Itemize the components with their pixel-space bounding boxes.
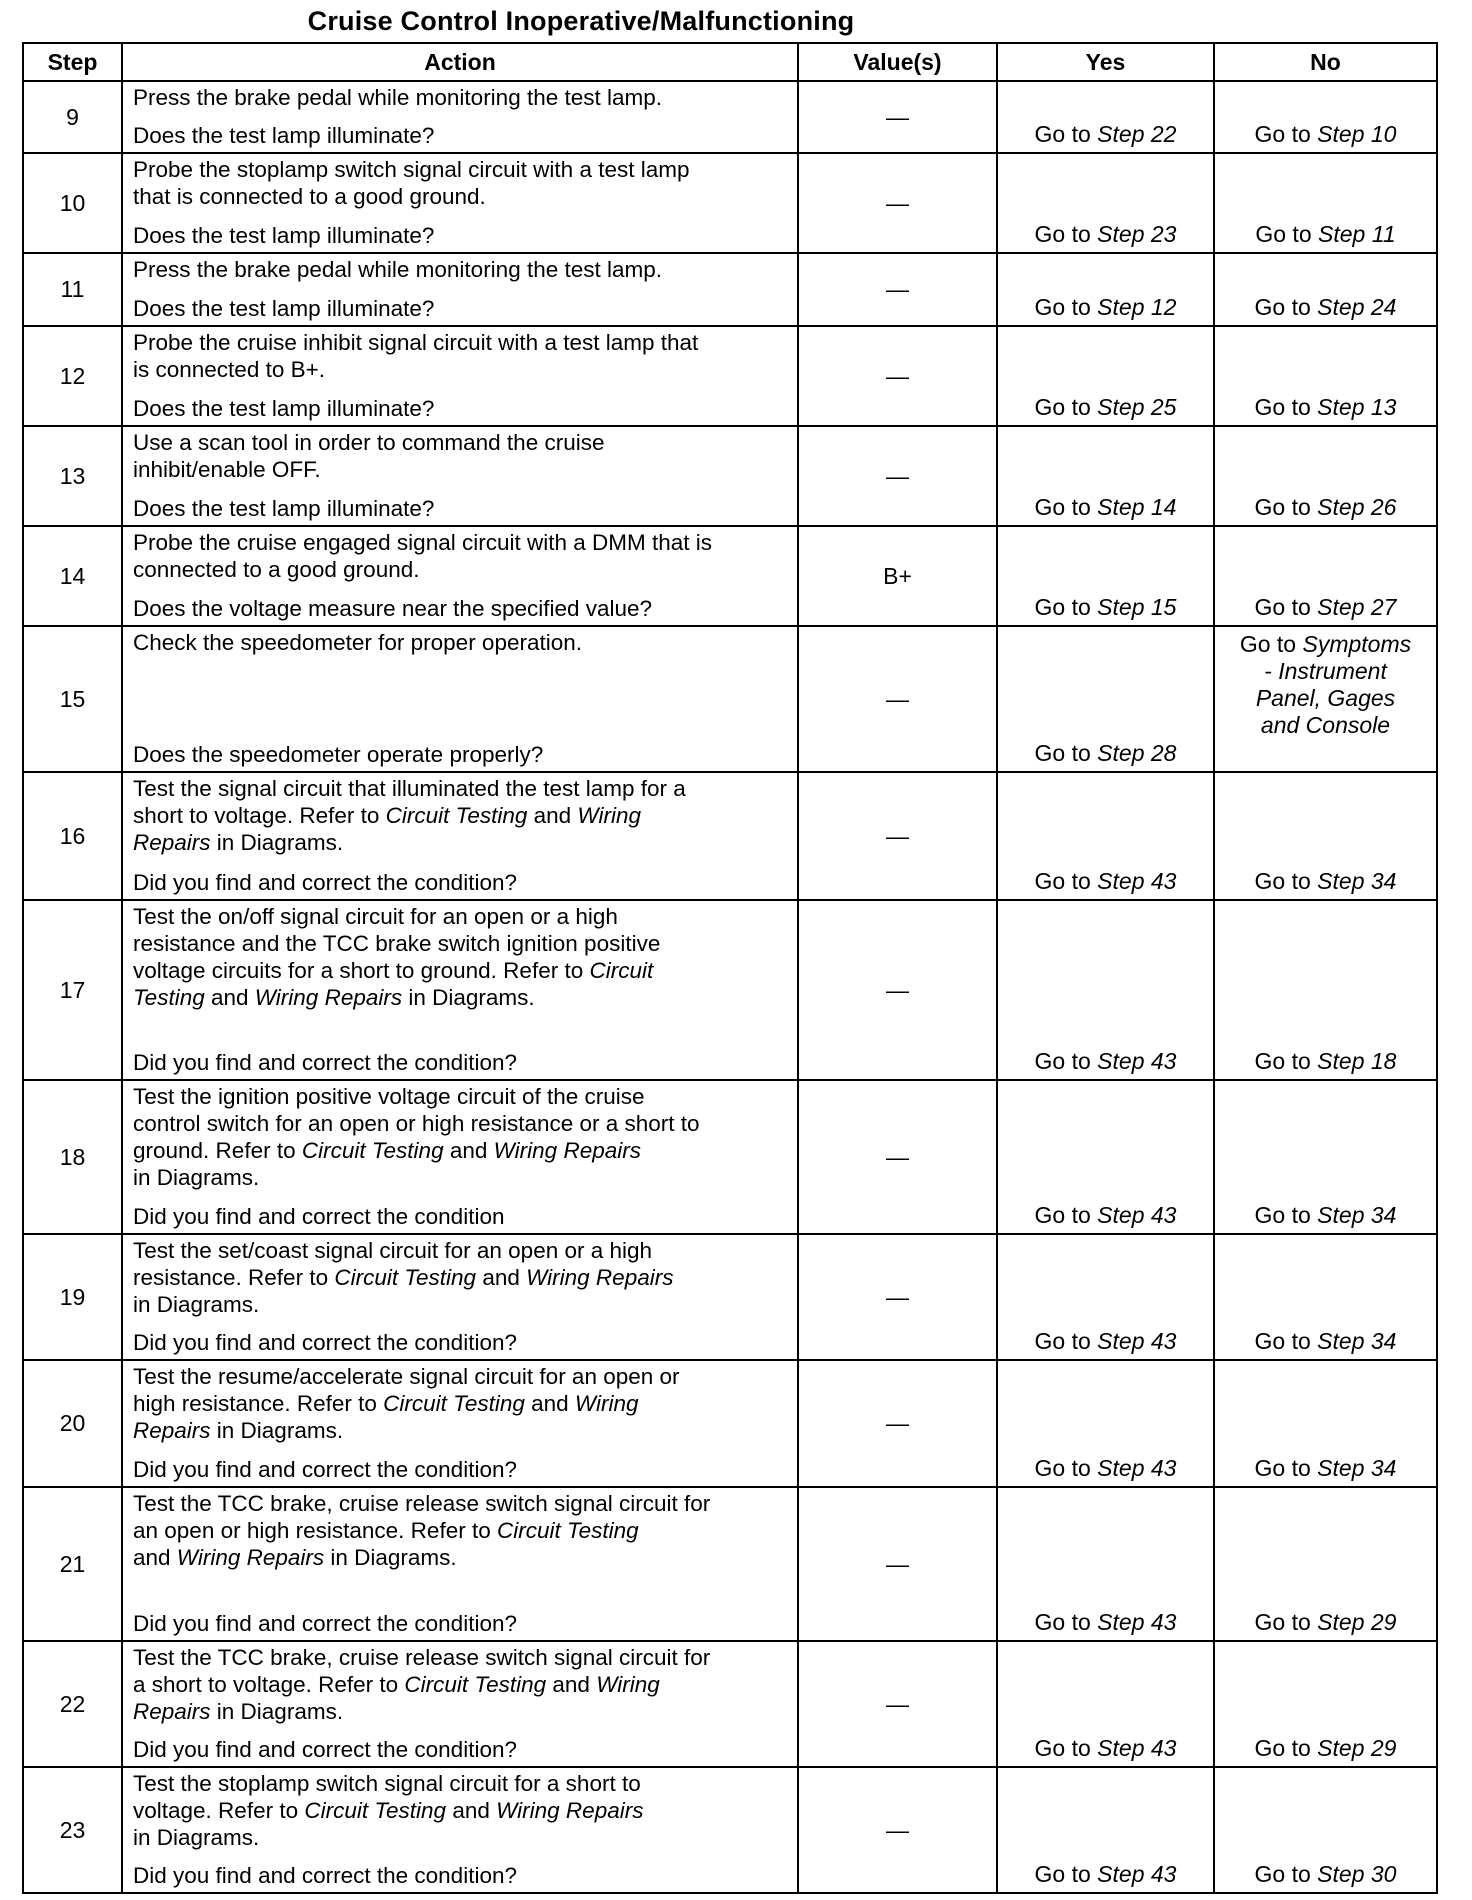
yes-goto: Go to [1034, 121, 1091, 147]
value-cell: — [798, 1767, 997, 1893]
step-cell: 11 [23, 253, 122, 326]
no-cell [1214, 772, 1437, 900]
action-reference: Circuit Testing [496, 1518, 639, 1543]
value-cell: — [798, 626, 997, 772]
no-goto: Go to [1254, 594, 1311, 620]
yes-goto: Go to [1034, 740, 1091, 766]
no-goto: Go to [1254, 1609, 1311, 1635]
action-question: Did you find and correct the condition? [133, 1050, 517, 1075]
value-cell: — [798, 1487, 997, 1641]
action-segment: and [476, 1265, 527, 1290]
yes-step-number: 28 [1150, 740, 1177, 766]
no-step-word: Step [1317, 294, 1365, 320]
table-row [23, 153, 1437, 253]
table-row [23, 1360, 1437, 1487]
action-cell [122, 426, 798, 526]
action-text [133, 156, 787, 210]
yes-step-number: 22 [1150, 121, 1177, 147]
no-step-number: 26 [1370, 494, 1397, 520]
yes-step-number: 43 [1150, 1861, 1177, 1887]
step-cell: 19 [23, 1234, 122, 1360]
value-cell: — [798, 900, 997, 1080]
step-cell: 15 [23, 626, 122, 772]
action-segment: and [527, 803, 578, 828]
table-row [23, 1767, 1437, 1893]
yes-step-word: Step [1097, 1202, 1145, 1228]
action-reference: Wiring Repairs [254, 985, 403, 1010]
yes-step-word: Step [1097, 1455, 1145, 1481]
action-cell [122, 153, 798, 253]
action-question: Did you find and correct the condition? [133, 1457, 517, 1482]
yes-step-number: 15 [1150, 594, 1177, 620]
action-cell [122, 1234, 798, 1360]
no-cell [1214, 153, 1437, 253]
no-goto: Go to [1254, 394, 1311, 420]
action-segment: Probe the stoplamp switch signal circuit with a test lamp that is connected to a good ground. [133, 157, 690, 209]
table-row [23, 1487, 1437, 1641]
action-reference: Wiring Repairs [493, 1138, 641, 1163]
yes-step-word: Step [1097, 494, 1145, 520]
action-reference: Circuit Testing [133, 958, 654, 1010]
yes-step-word: Step [1097, 1328, 1145, 1354]
action-text [133, 1770, 787, 1851]
table-header-row [23, 43, 1437, 81]
action-text [133, 429, 787, 483]
action-question: Does the test lamp illuminate? [133, 223, 435, 248]
no-cell [1214, 81, 1437, 153]
action-segment: Press the brake pedal while monitoring the test lamp. [133, 257, 663, 282]
yes-step-number: 43 [1150, 1609, 1177, 1635]
yes-step-word: Step [1097, 594, 1145, 620]
action-text [133, 329, 787, 383]
yes-goto: Go to [1034, 594, 1091, 620]
no-step-number: 29 [1370, 1609, 1397, 1635]
action-reference: Wiring Repairs [496, 1798, 644, 1823]
yes-cell [997, 253, 1214, 326]
value-cell: — [798, 1080, 997, 1234]
no-step-number: 10 [1370, 121, 1397, 147]
action-segment: in Diagrams. [402, 985, 535, 1010]
no-step-word: Step [1317, 1861, 1365, 1887]
table-row [23, 900, 1437, 1080]
action-segment: Probe the cruise inhibit signal circuit with a test lamp that is connected to B+. [133, 330, 699, 382]
no-cell [1214, 1234, 1437, 1360]
no-step-number: 13 [1370, 394, 1397, 420]
action-question: Did you find and correct the condition? [133, 870, 517, 895]
no-cell [1214, 426, 1437, 526]
no-cell [1214, 1767, 1437, 1893]
action-cell [122, 81, 798, 153]
yes-step-word: Step [1097, 1735, 1145, 1761]
step-cell: 16 [23, 772, 122, 900]
yes-step-number: 43 [1150, 1455, 1177, 1481]
yes-goto: Go to [1034, 1328, 1091, 1354]
yes-step-number: 43 [1150, 1328, 1177, 1354]
header-yes: Yes [997, 43, 1214, 81]
action-segment: Test the stoplamp switch signal circuit for a short to voltage. Refer to [133, 1771, 641, 1823]
no-cell [1214, 1360, 1437, 1487]
diagnostic-table [22, 42, 1438, 1894]
yes-cell [997, 426, 1214, 526]
action-cell [122, 326, 798, 426]
action-reference: Wiring Repairs [133, 1391, 639, 1443]
action-segment: and [546, 1672, 597, 1697]
table-body [23, 81, 1437, 1893]
action-text [133, 1363, 787, 1444]
action-cell [122, 1767, 798, 1893]
no-cell [1214, 900, 1437, 1080]
value-cell: — [798, 253, 997, 326]
action-text [133, 256, 787, 283]
action-question: Did you find and correct the condition? [133, 1737, 517, 1762]
yes-step-number: 25 [1150, 394, 1177, 420]
action-segment: and [524, 1391, 575, 1416]
action-reference: Circuit Testing [404, 1672, 547, 1697]
no-goto: Go to [1254, 1202, 1311, 1228]
value-cell: — [798, 81, 997, 153]
yes-step-word: Step [1097, 740, 1145, 766]
table-row [23, 326, 1437, 426]
table-row [23, 1234, 1437, 1360]
value-cell: B+ [798, 526, 997, 626]
action-text [133, 1083, 787, 1191]
table-row [23, 253, 1437, 326]
page-title-text: Cruise Control Inoperative/Malfunctioning [307, 6, 855, 36]
no-step-number: 34 [1370, 868, 1397, 894]
no-step-word: Step [1317, 1328, 1365, 1354]
no-step-number: 29 [1370, 1735, 1397, 1761]
action-segment: Probe the cruise engaged signal circuit with a DMM that is connected to a good ground. [133, 530, 713, 582]
yes-goto: Go to [1034, 868, 1091, 894]
yes-step-number: 43 [1150, 868, 1177, 894]
no-cell [1214, 326, 1437, 426]
yes-step-word: Step [1097, 121, 1145, 147]
page-title [0, 6, 1472, 37]
no-goto: Go to [1254, 1861, 1311, 1887]
action-cell [122, 526, 798, 626]
action-segment: Test the on/off signal circuit for an open or a high resistance and the TCC brake switch ignition positive voltage circuits for a short to ground. Refer to [133, 904, 661, 983]
action-segment: and [443, 1138, 494, 1163]
no-step-word: Step [1317, 1048, 1365, 1074]
table-row [23, 1080, 1437, 1234]
yes-cell [997, 153, 1214, 253]
yes-cell [997, 326, 1214, 426]
action-cell [122, 1080, 798, 1234]
yes-step-word: Step [1097, 294, 1145, 320]
yes-cell [997, 1641, 1214, 1767]
yes-goto: Go to [1034, 1048, 1091, 1074]
no-step-number: 34 [1370, 1455, 1397, 1481]
no-cell [1214, 1080, 1437, 1234]
value-cell: — [798, 1641, 997, 1767]
action-segment: in Diagrams. [133, 1825, 260, 1850]
action-question: Did you find and correct the condition? [133, 1330, 517, 1355]
no-step-number: 34 [1370, 1328, 1397, 1354]
no-step-number: 34 [1370, 1202, 1397, 1228]
step-cell: 21 [23, 1487, 122, 1641]
action-segment: and [133, 1545, 171, 1570]
no-goto: Go to [1239, 631, 1297, 657]
yes-step-number: 43 [1150, 1202, 1177, 1228]
table-row [23, 1641, 1437, 1767]
action-cell [122, 253, 798, 326]
action-segment: in Diagrams. [210, 1699, 344, 1724]
action-question: Did you find and correct the condition [133, 1204, 505, 1229]
value-cell: — [798, 1234, 997, 1360]
header-action: Action [122, 43, 798, 81]
yes-step-word: Step [1097, 394, 1145, 420]
action-reference: Wiring Repairs [133, 1672, 660, 1724]
action-segment: Test the TCC brake, cruise release switch signal circuit for a short to voltage. Refer to [133, 1645, 711, 1697]
step-cell: 22 [23, 1641, 122, 1767]
no-cell [1214, 526, 1437, 626]
yes-step-word: Step [1097, 221, 1145, 247]
action-text [133, 84, 787, 111]
yes-step-word: Step [1097, 868, 1145, 894]
step-cell: 10 [23, 153, 122, 253]
action-reference: Circuit Testing [385, 803, 528, 828]
yes-step-word: Step [1097, 1861, 1145, 1887]
step-cell: 14 [23, 526, 122, 626]
yes-step-number: 14 [1150, 494, 1177, 520]
value-cell: — [798, 1360, 997, 1487]
action-question: Does the speedometer operate properly? [133, 742, 544, 767]
action-text [133, 629, 787, 656]
yes-cell [997, 772, 1214, 900]
step-cell: 9 [23, 81, 122, 153]
yes-goto: Go to [1034, 294, 1091, 320]
table-row [23, 772, 1437, 900]
no-step-word: Step [1317, 1455, 1365, 1481]
action-reference: Wiring Repairs [176, 1545, 325, 1570]
no-goto: Go to [1254, 121, 1311, 147]
yes-step-number: 23 [1150, 221, 1177, 247]
action-reference: Wiring Repairs [133, 803, 641, 855]
step-cell: 17 [23, 900, 122, 1080]
no-cell [1214, 1487, 1437, 1641]
no-step-word: Step [1317, 394, 1365, 420]
header-no: No [1214, 43, 1437, 81]
yes-cell [997, 1080, 1214, 1234]
action-question: Did you find and correct the condition? [133, 1611, 517, 1636]
yes-goto: Go to [1034, 1455, 1091, 1481]
table-row [23, 81, 1437, 153]
action-segment: and [204, 985, 255, 1010]
action-segment: in Diagrams. [210, 830, 344, 855]
no-step-number: 27 [1370, 594, 1397, 620]
no-step-word: Step [1317, 494, 1365, 520]
no-step-word: Step [1317, 1202, 1365, 1228]
action-question: Does the test lamp illuminate? [133, 496, 435, 521]
action-reference: Circuit Testing [304, 1798, 447, 1823]
action-segment: in Diagrams. [324, 1545, 457, 1570]
action-segment: and [446, 1798, 497, 1823]
no-step-word: Step [1317, 868, 1365, 894]
no-step-number: 11 [1371, 221, 1396, 247]
action-question: Does the test lamp illuminate? [133, 123, 435, 148]
yes-step-word: Step [1097, 1609, 1145, 1635]
no-step-number: 18 [1370, 1048, 1397, 1074]
no-cell [1214, 253, 1437, 326]
no-step-word: Step [1317, 121, 1365, 147]
action-segment: Press the brake pedal while monitoring the test lamp. [133, 85, 663, 110]
no-cell [1214, 1641, 1437, 1767]
yes-goto: Go to [1034, 494, 1091, 520]
action-segment: in Diagrams. [133, 1165, 260, 1190]
step-cell: 12 [23, 326, 122, 426]
action-segment: Check the speedometer for proper operation. [133, 630, 583, 655]
table-row [23, 526, 1437, 626]
yes-cell [997, 81, 1214, 153]
action-segment: Test the resume/accelerate signal circuit for an open or high resistance. Refer to [133, 1364, 680, 1416]
no-goto: Go to [1254, 494, 1311, 520]
no-step-number: 24 [1370, 294, 1397, 320]
action-question: Did you find and correct the condition? [133, 1863, 517, 1888]
action-text [133, 903, 787, 1011]
action-text [133, 775, 787, 856]
table-row [23, 426, 1437, 526]
no-step-number: 30 [1370, 1861, 1397, 1887]
action-reference: Circuit Testing [383, 1391, 525, 1416]
action-cell [122, 1487, 798, 1641]
action-segment: Use a scan tool in order to command the cruise inhibit/enable OFF. [133, 430, 605, 482]
no-goto: Go to [1254, 868, 1311, 894]
no-goto: Go to [1254, 1048, 1311, 1074]
no-goto: Go to [1254, 1328, 1311, 1354]
yes-step-word: Step [1097, 1048, 1145, 1074]
yes-cell [997, 1360, 1214, 1487]
yes-step-number: 12 [1150, 294, 1177, 320]
no-cell [1214, 626, 1437, 772]
header-step: Step [23, 43, 122, 81]
step-cell: 13 [23, 426, 122, 526]
no-step-word: Step [1317, 594, 1365, 620]
no-goto: Go to [1255, 221, 1312, 247]
yes-step-number: 43 [1150, 1048, 1177, 1074]
value-cell: — [798, 326, 997, 426]
action-question: Does the voltage measure near the specified value? [133, 596, 653, 621]
yes-goto: Go to [1034, 1202, 1091, 1228]
action-reference: Circuit Testing [334, 1265, 477, 1290]
action-text [133, 1490, 787, 1571]
action-cell [122, 772, 798, 900]
no-step-word: Step [1318, 221, 1366, 247]
no-step-word: Step [1317, 1609, 1365, 1635]
action-text [133, 1237, 787, 1318]
value-cell: — [798, 153, 997, 253]
step-cell: 20 [23, 1360, 122, 1487]
yes-cell [997, 900, 1214, 1080]
step-cell: 23 [23, 1767, 122, 1893]
action-segment: Test the set/coast signal circuit for an open or a high resistance. Refer to [133, 1238, 653, 1290]
yes-goto: Go to [1034, 1735, 1091, 1761]
value-cell: — [798, 772, 997, 900]
no-goto: Go to [1254, 1735, 1311, 1761]
yes-goto: Go to [1034, 394, 1091, 420]
action-text [133, 1644, 787, 1725]
step-cell: 18 [23, 1080, 122, 1234]
table-row [23, 626, 1437, 772]
yes-goto: Go to [1034, 1861, 1091, 1887]
header-values: Value(s) [798, 43, 997, 81]
action-cell [122, 626, 798, 772]
action-segment: in Diagrams. [133, 1292, 260, 1317]
yes-goto: Go to [1034, 221, 1091, 247]
no-reference: Symptoms - Instrument Panel, Gages and Console [1255, 631, 1412, 738]
action-segment: Test the signal circuit that illuminated the test lamp for a short to voltage. Refer to [133, 776, 686, 828]
value-cell: — [798, 426, 997, 526]
no-goto: Go to [1254, 1455, 1311, 1481]
no-step-word: Step [1317, 1735, 1365, 1761]
action-segment: in Diagrams. [210, 1418, 344, 1443]
action-question: Does the test lamp illuminate? [133, 396, 435, 421]
no-goto: Go to [1254, 294, 1311, 320]
yes-cell [997, 1767, 1214, 1893]
action-text [133, 529, 787, 583]
yes-step-number: 43 [1150, 1735, 1177, 1761]
action-segment: Test the TCC brake, cruise release switch signal circuit for an open or high resistance. Refer to [133, 1491, 711, 1543]
yes-cell [997, 1487, 1214, 1641]
action-cell [122, 1641, 798, 1767]
action-question: Does the test lamp illuminate? [133, 296, 435, 321]
action-cell [122, 900, 798, 1080]
yes-cell [997, 1234, 1214, 1360]
action-reference: Circuit Testing [301, 1138, 444, 1163]
action-cell [122, 1360, 798, 1487]
yes-cell [997, 526, 1214, 626]
yes-goto: Go to [1034, 1609, 1091, 1635]
action-segment: Test the ignition positive voltage circuit of the cruise control switch for an open or high resistance or a short to ground. Refer to [133, 1084, 700, 1163]
action-reference: Wiring Repairs [526, 1265, 674, 1290]
yes-cell [997, 626, 1214, 772]
